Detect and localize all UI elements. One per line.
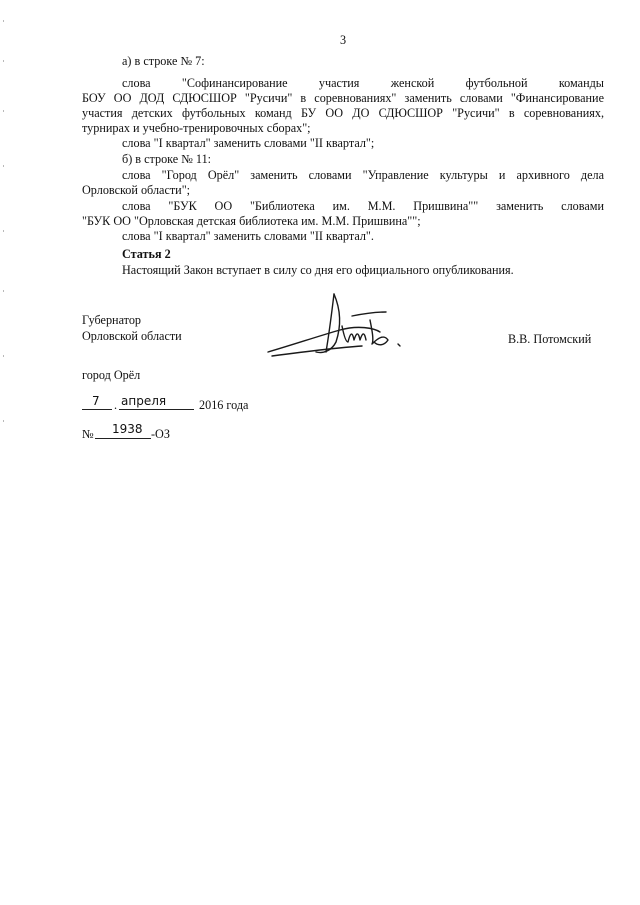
body-line: слова "Город Орёл" заменить словами "Управление культуры и архивного дела (122, 168, 604, 182)
body-line: слова "I квартал" заменить словами "II квартал"; (122, 136, 375, 150)
signatory-title-line2: Орловской области (82, 329, 182, 343)
page-number: 3 (340, 33, 347, 47)
scan-margin-marks (3, 0, 5, 905)
body-line: БОУ ОО ДОД СДЮСШОР "Русичи" в соревнованиях" заменить словами "Финансирование (82, 91, 604, 105)
date-day-underline (82, 409, 112, 410)
body-line: а) в строке № 7: (122, 54, 205, 68)
date-dot: . (114, 398, 118, 412)
number-value: 1938 (112, 422, 143, 436)
place: город Орёл (82, 368, 141, 382)
number-underline (95, 438, 151, 439)
date-day: 7 (92, 394, 100, 408)
body-line: слова "I квартал" заменить словами "II квартал". (122, 229, 374, 243)
number-prefix: № (82, 427, 94, 441)
signatory-title-line1: Губернатор (82, 313, 142, 327)
body-line: "БУК ОО "Орловская детская библиотека им. М.М. Пришвина""; (82, 214, 421, 228)
date-month: апреля (121, 394, 167, 408)
date-year: 2016 года (199, 398, 249, 412)
signatory-name: В.В. Потомский (508, 332, 592, 346)
date-month-underline (119, 409, 194, 410)
article-text: Настоящий Закон вступает в силу со дня его официального опубликования. (122, 263, 514, 277)
handwritten-signature (262, 290, 412, 370)
body-line: слова "Софинансирование участия женской футбольной команды (122, 76, 604, 90)
body-line: Орловской области"; (82, 183, 191, 197)
body-line: слова "БУК ОО "Библиотека им. М.М. Пришвина"" заменить словами (122, 199, 604, 213)
body-line: участия детских футбольных команд БУ ОО ДО СДЮСШОР "Русичи" в соревнованиях, (82, 106, 604, 120)
body-line: б) в строке № 11: (122, 152, 212, 166)
number-suffix: -ОЗ (151, 427, 170, 441)
body-line: турнирах и учебно-тренировочных сборах"; (82, 121, 311, 135)
article-heading: Статья 2 (122, 247, 171, 261)
